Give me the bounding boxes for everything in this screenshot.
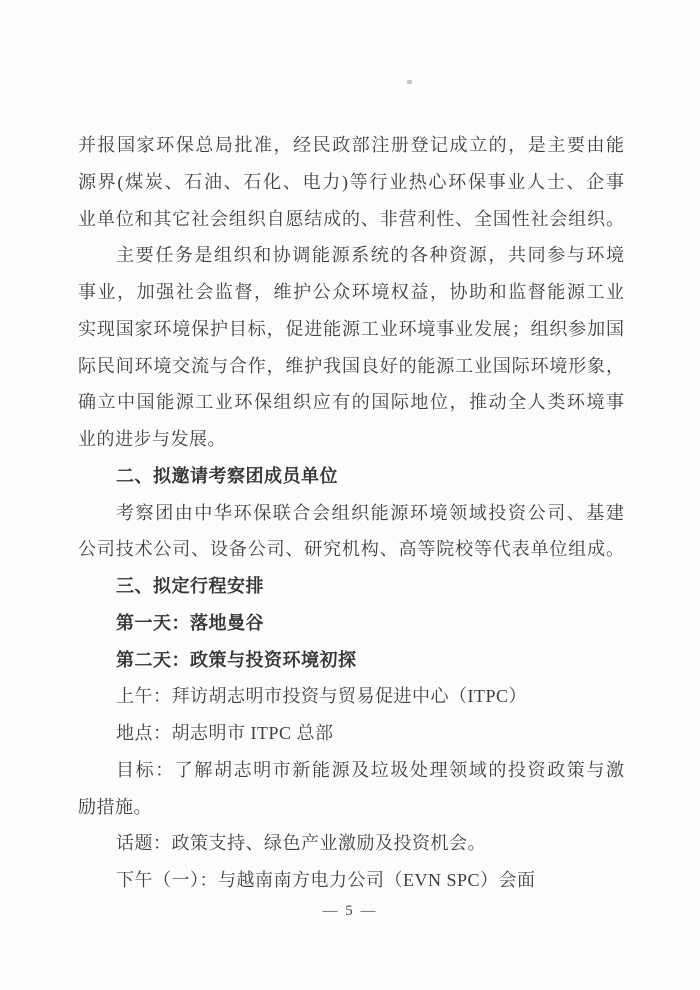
text-line: 业的进步与发展。 [78, 429, 226, 449]
text-line: 地点：胡志明市 ITPC 总部 [116, 723, 334, 743]
text-line: 际民间环境交流与合作，维护我国良好的能源工业国际环境形象， [78, 355, 624, 376]
text-line: 三、拟定行程安排 [116, 576, 264, 596]
text-line: 二、拟邀请考察团成员单位 [116, 465, 338, 486]
page-number: — 5 — [322, 903, 378, 919]
text-line: 主要任务是组织和协调能源系统的各种资源，共同参与环境 [116, 245, 624, 266]
text-line: 事业，加强社会监督，维护公众环境权益，协助和监督能源工业 [78, 282, 624, 302]
text-line: 实现国家环境保护目标，促进能源工业环境事业发展；组织参加国 [78, 318, 624, 339]
text-line: 确立中国能源工业环保组织应有的国际地位，推动全人类环境事 [78, 392, 624, 413]
text-line: 目标：了解胡志明市新能源及垃圾处理领域的投资政策与激 [116, 759, 624, 780]
text-line: 第一天：落地曼谷 [116, 612, 264, 633]
text-line: 公司技术公司、设备公司、研究机构、高等院校等代表单位组成。 [78, 539, 624, 560]
scan-artifact-dot [407, 80, 412, 84]
text-line: 第二天：政策与投资环境初探 [116, 649, 357, 670]
text-line: 业单位和其它社会组织自愿结成的、非营利性、全国性社会组织。 [78, 208, 624, 229]
text-line: 考察团由中华环保联合会组织能源环境领域投资公司、基建 [116, 502, 624, 523]
text-line: 话题：政策支持、绿色产业激励及投资机会。 [116, 833, 486, 854]
text-line: 源界(煤炭、石油、石化、电力)等行业热心环保事业人士、企事 [78, 171, 624, 192]
text-line: 励措施。 [78, 796, 152, 817]
document-body [78, 127, 624, 899]
text-line: 上午：拜访胡志明市投资与贸易促进中心（ITPC） [116, 686, 528, 707]
text-line: 并报国家环保总局批准，经民政部注册登记成立的，是主要由能 [78, 135, 624, 155]
text-line: 下午（一）：与越南南方电力公司（EVN SPC）会面 [116, 870, 536, 890]
